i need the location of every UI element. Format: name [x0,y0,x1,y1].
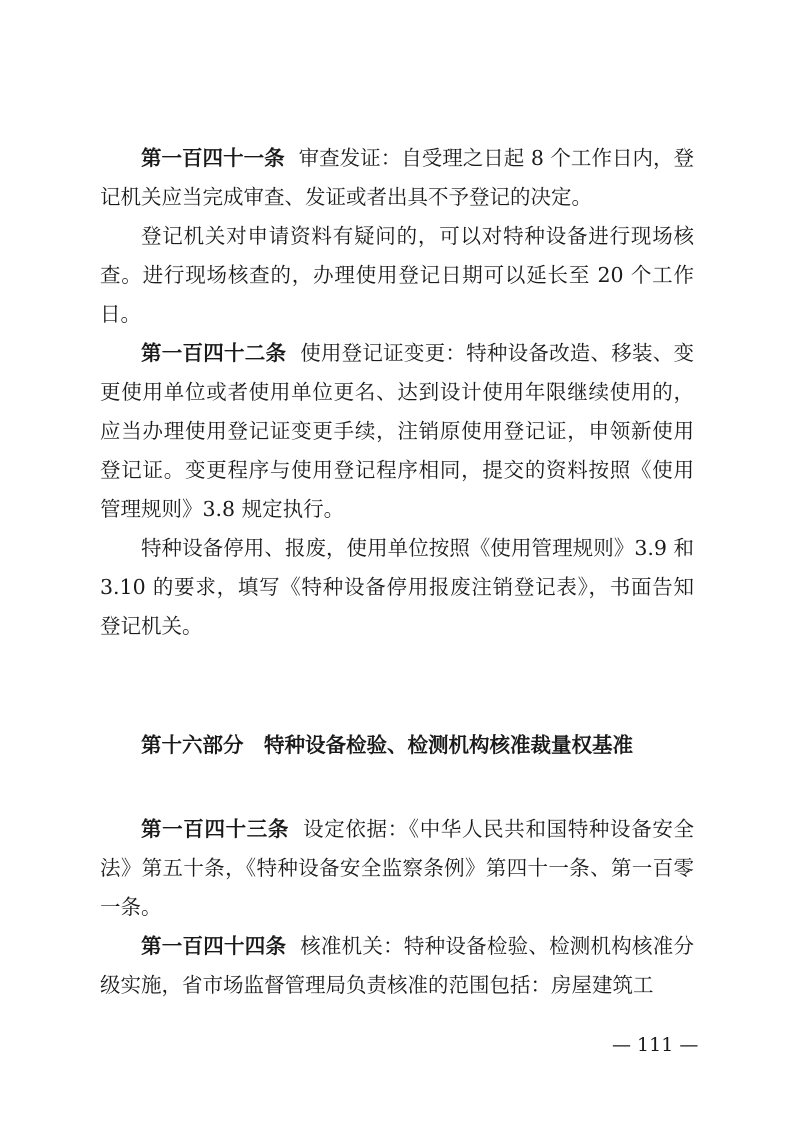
article-body: 核准机关：特种设备检验、检测机构核准分级实施，省市场监督管理局负责核准的范围包括：房屋建筑工 [100,934,695,997]
article-body: 设定依据：《中华人民共和国特种设备安全法》第五十条，《特种设备安全监察条例》第四十一条、第一百零一条。 [100,817,695,919]
article-body: 审查发证：自受理之日起 8 个工作日内，登记机关应当完成审查、发证或者出具不予登记的决定。 [100,146,695,209]
article-body: 特种设备停用、报废，使用单位按照《使用管理规则》3.9 和 3.10 的要求，填写《特种设备停用报废注销登记表》，书面告知登记机关。 [100,536,694,638]
article-141-paragraph-2 [100,217,694,334]
page-number: — 111 — [612,1034,699,1056]
article-142-paragraph-2 [100,529,694,646]
article-143 [100,810,694,927]
article-144 [100,927,694,1005]
article-heading: 第一百四十一条 [141,146,285,170]
article-body: 登记机关对申请资料有疑问的，可以对特种设备进行现场核查。进行现场核查的，办理使用登记日期可以延长至 20 个工作日。 [100,224,694,326]
article-heading: 第一百四十二条 [141,341,287,365]
article-141 [100,139,694,217]
articles-top [100,139,694,646]
article-body: 使用登记证变更：特种设备改造、移装、变更使用单位或者使用单位更名、达到设计使用年限继续使用的，应当办理使用登记证变更手续，注销原使用登记证，申领新使用登记证。变更程序与使用登记程序相同，提交的资料按照《使用管理规则》3.8 规定执行。 [100,341,695,521]
section-title: 第十六部分 特种设备检验、检测机构核准裁量权基准 [141,733,633,757]
article-heading: 第一百四十三条 [141,817,290,841]
articles-bottom [100,810,694,1005]
article-142 [100,334,694,529]
article-heading: 第一百四十四条 [141,934,287,958]
